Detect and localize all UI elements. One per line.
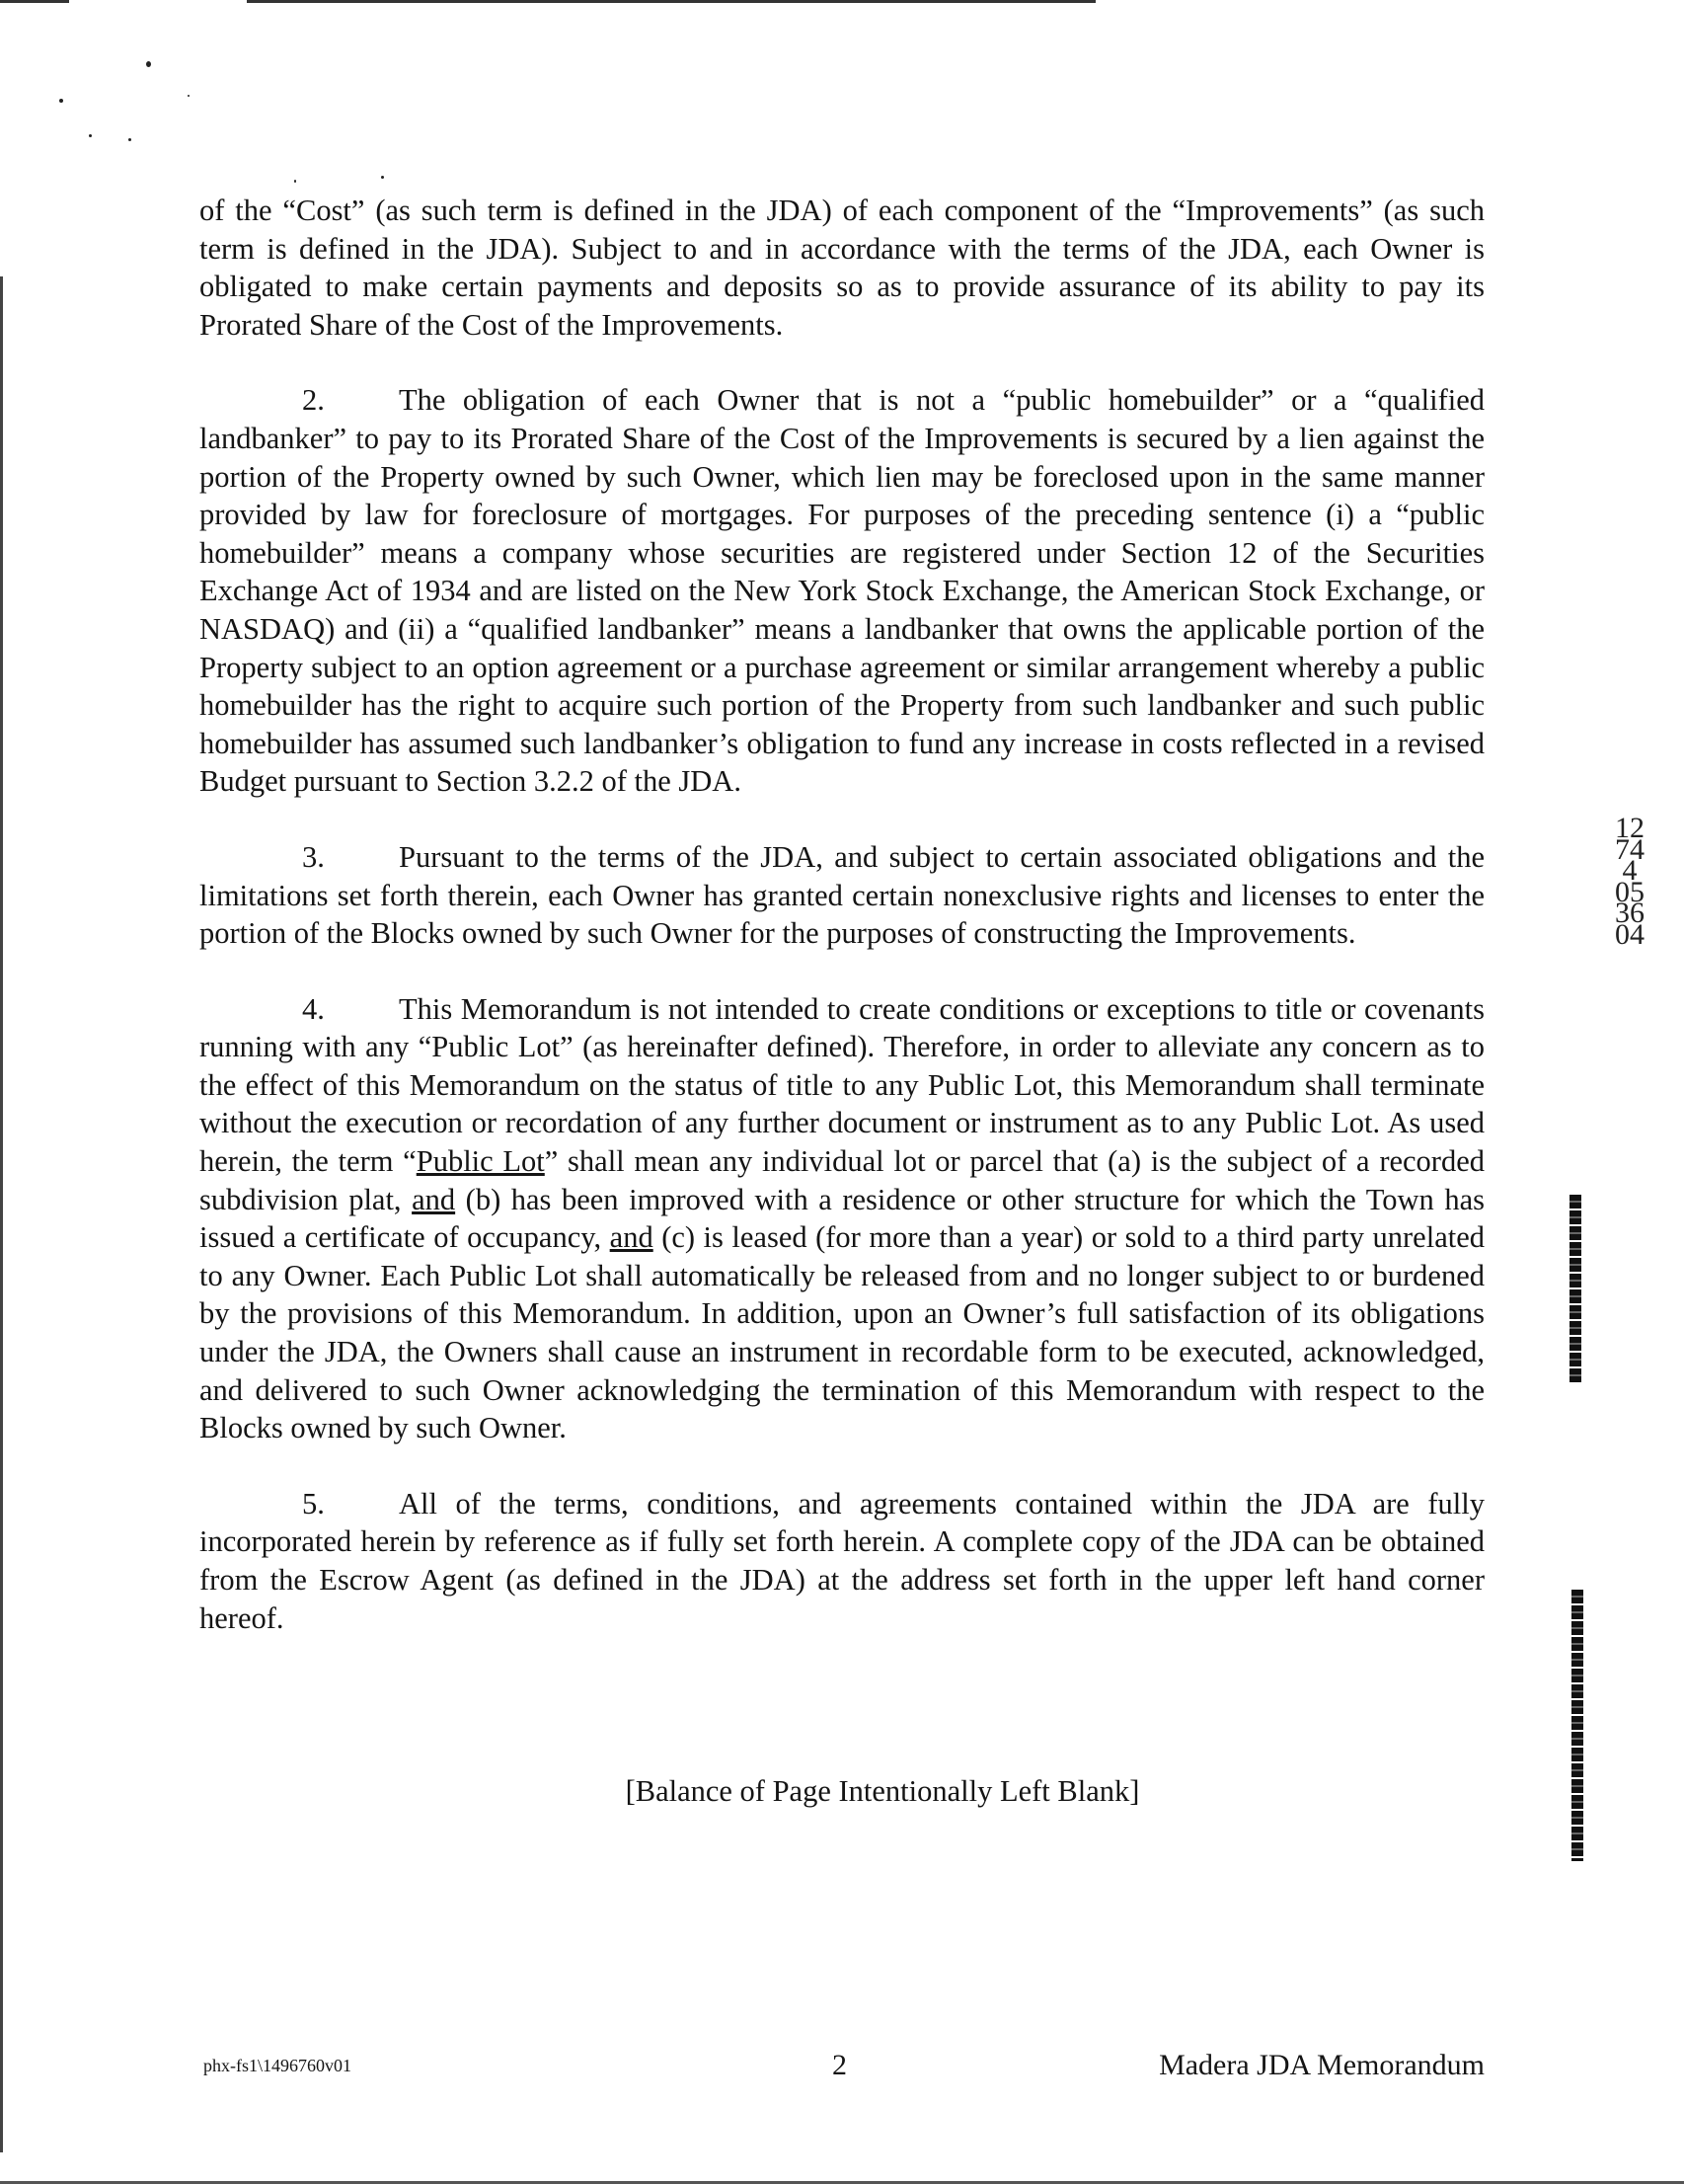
paragraph [199, 381, 1485, 801]
scan-speck [188, 95, 190, 97]
scan-edge-left [0, 276, 3, 2152]
scan-edge-top [247, 0, 1096, 3]
scan-edge-top-left [0, 0, 69, 3]
document-body [199, 192, 1485, 1675]
scan-speck [89, 134, 92, 137]
paragraph-number: 5. [302, 1486, 325, 1521]
footer-page-number: 2 [832, 2049, 847, 2081]
paragraph-number: 4. [302, 991, 325, 1026]
footer-doc-id: phx-fs1\1496760v01 [203, 2056, 351, 2075]
paragraph-number: 2. [302, 383, 325, 418]
footer-title: Madera JDA Memorandum [1159, 2049, 1485, 2081]
balance-note: [Balance of Page Intentionally Left Blank] [625, 1774, 1140, 1808]
paragraph-text: of the “Cost” (as such term is defined in the JDA) of each component of the “Improvements” (as such term is defined in the JDA). Subject to and in accordance with the terms of the JDA, each Owner is obligated to make certain payments and deposits so as to provide assurance of its ability to pay its Prorated Share of the Cost of the Improvements. [199, 194, 1485, 342]
scan-speck [128, 138, 131, 141]
recording-stamp-number: 12744 053604 [1615, 812, 1645, 951]
paragraph [199, 838, 1485, 953]
margin-scribble-upper [1569, 1195, 1581, 1382]
underlined-term: and [412, 1182, 456, 1216]
margin-scribble-lower [1571, 1590, 1583, 1861]
underlined-term: and [609, 1220, 653, 1255]
scan-speck [381, 176, 384, 179]
paragraph-number: 3. [302, 839, 325, 874]
paragraph-text: All of the terms, conditions, and agreements contained within the JDA are fully incorporated herein by reference as if fully set forth herein. A complete copy of the JDA can be obtained from the Escrow Agent (as defined in the JDA) at the address set forth in the upper left hand corner hereof. [199, 1486, 1485, 1635]
paragraph-text: (c) is leased (for more than a year) or sold to a third party unrelated to any Owner. Each Public Lot shall automatically be released from and no longer subject to or burdened by the provisions of this Memorandum. In addition, upon an Owner’s full satisfaction of its obligations under the JDA, the Owners shall cause an instrument in recordable form to be executed, acknowledged, and delivered to such Owner acknowledging the termination of this Memorandum with respect to the Blocks owned by such Owner. [199, 1220, 1485, 1445]
paragraph-text: This Memorandum is not intended to create conditions or exceptions to title or covenants running with any “Public Lot” (as hereinafter defined). Therefore, in order to alleviate any concern as to the effect of this Memorandum on the status of title to any Public Lot, this Memorandum shall terminate without the execution or recordation of any further document or instrument as to any Public Lot. As used herein, the term “ [199, 991, 1485, 1179]
underlined-term: Public Lot [416, 1144, 545, 1179]
paragraph [199, 1485, 1485, 1637]
scan-speck [294, 180, 296, 183]
scan-speck [59, 99, 63, 103]
paragraph [199, 192, 1485, 344]
scan-speck [146, 61, 151, 67]
paragraph-text: The obligation of each Owner that is not a “public homebuilder” or a “qualified landbanker” to pay to its Prorated Share of the Cost of the Improvements is secured by a lien against the portion of the Property owned by such Owner, which lien may be foreclosed upon in the same manner provided by law for foreclosure of mortgages. For purposes of the preceding sentence (i) a “public homebuilder” means a company whose securities are registered under Section 12 of the Securities Exchange Act of 1934 and are listed on the New York Stock Exchange, the American Stock Exchange, or NASDAQ) and (ii) a “qualified landbanker” means a landbanker that owns the applicable portion of the Property subject to an option agreement or a purchase agreement or similar arrangement whereby a public homebuilder has the right to acquire such portion of the Property from such landbanker and such public homebuilder has assumed such landbanker’s obligation to fund any increase in costs reflected in a revised Budget pursuant to Section 3.2.2 of the JDA. [199, 383, 1485, 799]
paragraph-text: Pursuant to the terms of the JDA, and subject to certain associated obligations and the limitations set forth therein, each Owner has granted certain nonexclusive rights and licenses to enter the portion of the Blocks owned by such Owner for the purposes of constructing the Improvements. [199, 839, 1485, 951]
paragraph-text: (b) has been improved with a residence or other structure for which the Town has issued a certificate of occupancy, [199, 1182, 1485, 1255]
paragraph [199, 990, 1485, 1447]
paragraph-text: ” shall mean any individual lot or parcel that (a) is the subject of a recorded subdivision plat, [199, 1144, 1485, 1216]
